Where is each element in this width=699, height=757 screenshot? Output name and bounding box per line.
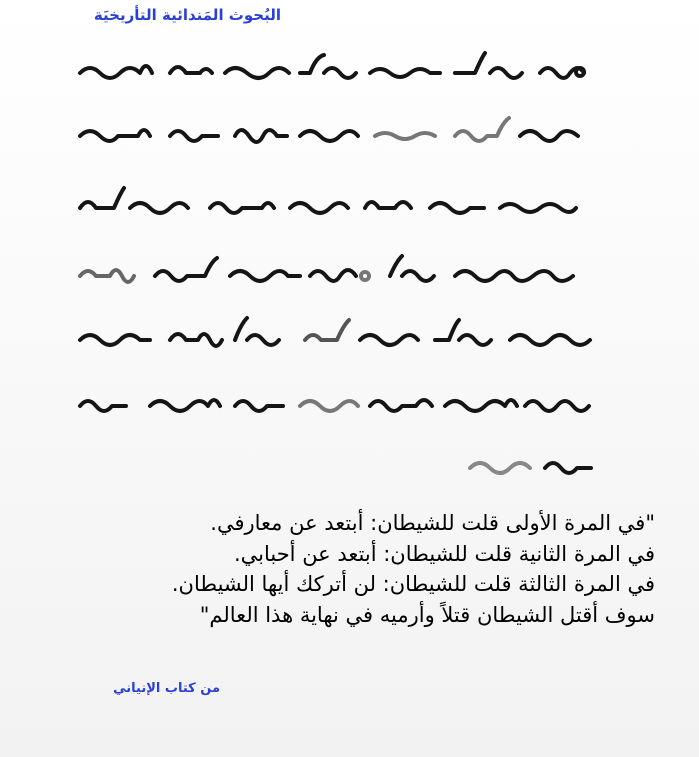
manuscript-image [60, 48, 660, 478]
translation-line-2: في المرة الثانية قلت للشيطان: أبتعد عن أحبابي. [233, 541, 655, 566]
manuscript-line-3 [80, 188, 576, 213]
manuscript-line-4 [80, 256, 573, 282]
page-title: البُحوث المَندائية التأريخيَة [93, 6, 281, 24]
manuscript-line-7 [470, 463, 591, 473]
arabic-translation [15, 508, 655, 630]
translation-line-4: سوف أقتل الشيطان قتلاً وأرميه في نهاية هذا العالم" [199, 602, 655, 627]
manuscript-line-1 [80, 53, 584, 78]
source-caption: من كتاب الإنياني [113, 681, 220, 696]
manuscript-line-6 [80, 400, 589, 411]
translation-line-3: في المرة الثالثة قلت للشيطان: لن أتركك أيها الشيطان. [171, 572, 655, 596]
manuscript-line-2 [80, 118, 578, 142]
manuscript-line-5 [80, 318, 590, 346]
syriac-script-drawing [60, 48, 660, 478]
translation-line-1: "في المرة الأولى قلت للشيطان: أبتعد عن معارفي. [210, 511, 655, 535]
